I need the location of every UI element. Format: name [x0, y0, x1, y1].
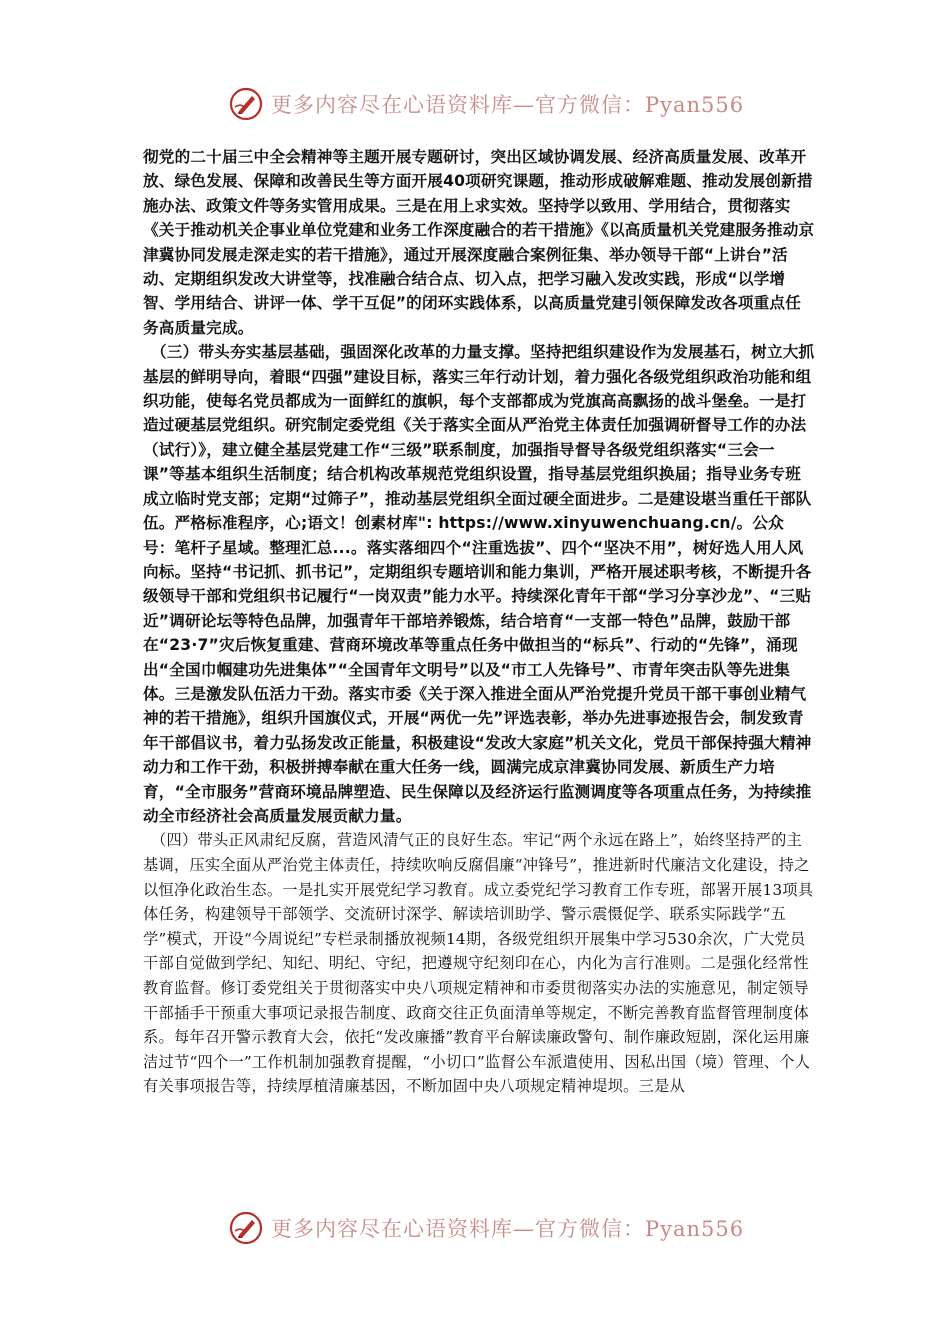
banner-text: 更多内容尽在心语资料库—官方微信：Pyan556	[271, 93, 745, 117]
paragraph-section-3: （三）带头夯实基层基础，强固深化改革的力量支撑。坚持把组织建设作为发展基石，树立大抓基层的鲜明导向，着眼“四强”建设目标，落实三年行动计划，着力强化各级党组织政治功能和组织功能，使每名党员都成为一面鲜红的旗帜，每个支部都成为党旗高高飘扬的战斗堡垒。一是打造过硬基层党组织。研究制定委党组《关于落实全面从严治党主体责任加强调研督导工作的办法（试行）》，建立健全基层党建工作“三级”联系制度，加强指导督导各级党组织落实“三会一课”等基本组织生活制度；结合机构改革规范党组织设置，指导基层党组织换届；指导业务专班成立临时党支部；定期“过筛子”，推动基层党组织全面过硬全面进步。二是建设堪当重任干部队伍。严格标准程序，心;语文！创素材库": https://www.xinyuwenchuang.cn/。公众号：笔杆子星域。整理汇总...。落实落细四个“注重选拔”、四个“坚决不用”，树好选人用人风向标。坚持“书记抓、抓书记”，定期组织专题培训和能力集训，严格开展述职考核，不断提升各级领导干部和党组织书记履行“一岗双责”能力水平。持续深化青年干部“学习分享沙龙”、“三贴近”调研论坛等特色品牌，加强青年干部培养锻炼，结合培育“一支部一特色”品牌，鼓励干部在“23·7”灾后恢复重建、营商环境改革等重点任务中做担当的“标兵”、行动的“先锋”，涌现出“全国巾帼建功先进集体”“全国青年文明号”以及“市工人先锋号”、市青年突击队等先进集体。三是激发队伍活力干劲。落实市委《关于深入推进全面从严治党提升党员干部干事创业精气神的若干措施》，组织升国旗仪式，开展“两优一先”评选表彰，举办先进事迹报告会，制发致青年干部倡议书，着力弘扬发改正能量，积极建设“发改大家庭”机关文化，党员干部保持强大精神动力和工作干劲，积极拼搏奉献在重大任务一线，圆满完成京津冀协同发展、新质生产力培育，“全市服务”营商环境品牌塑造、民生保障以及经济运行监测调度等各项重点任务，为持续推动全市经济社会高质量发展贡献力量。	[143, 343, 815, 825]
header-banner	[0, 82, 950, 126]
pen-hand-logo-icon	[229, 87, 263, 121]
paragraph-section-2-end: 彻党的二十届三中全会精神等主题开展专题研讨，突出区域协调发展、经济高质量发展、改革开放、绿色发展、保障和改善民生等方面开展40项研究课题，推动形成破解难题、推动发展创新措施办法、政策文件等务实管用成果。三是在用上求实效。坚持学以致用、学用结合，贯彻落实《关于推动机关企事业单位党建和业务工作深度融合的若干措施》《以高质量机关党建服务推动京津冀协同发展走深走实的若干措施》，通过开展深度融合案例征集、举办领导干部“上讲台”活动、定期组织发改大讲堂等，找准融合结合点、切入点，把学习融入发改实践，形成“以学增智、学用结合、讲评一体、学干互促”的闭环实践体系，以高质量党建引领保障发改各项重点任务高质量完成。	[143, 148, 815, 337]
document-body	[143, 145, 815, 1099]
banner-text: 更多内容尽在心语资料库—官方微信：Pyan556	[271, 1217, 745, 1241]
footer-banner	[0, 1206, 950, 1250]
pen-hand-logo-icon	[229, 1211, 263, 1245]
paragraph-section-4: （四）带头正风肃纪反腐，营造风清气正的良好生态。牢记“两个永远在路上”，始终坚持严的主基调，压实全面从严治党主体责任，持续吹响反腐倡廉“冲锋号”，推进新时代廉洁文化建设，持之以恒净化政治生态。一是扎实开展党纪学习教育。成立委党纪学习教育工作专班，部署开展13项具体任务，构建领导干部领学、交流研讨深学、解读培训助学、警示震慑促学、联系实际践学“五学”模式，开设“今周说纪”专栏录制播放视频14期，各级党组织开展集中学习530余次，广大党员干部自觉做到学纪、知纪、明纪、守纪，把遵规守纪刻印在心，内化为言行准则。二是强化经常性教育监督。修订委党组关于贯彻落实中央八项规定精神和市委贯彻落实办法的实施意见，制定领导干部插手干预重大事项记录报告制度、政商交往正负面清单等规定，不断完善教育监督管理制度体系。每年召开警示教育大会，依托“发改廉播”教育平台解读廉政警句、制作廉政短剧，深化运用廉洁过节“四个一”工作机制加强教育提醒，“小切口”监督公车派遣使用、因私出国（境）管理、个人有关事项报告等，持续厚植清廉基因，不断加固中央八项规定精神堤坝。三是从	[143, 831, 814, 1096]
